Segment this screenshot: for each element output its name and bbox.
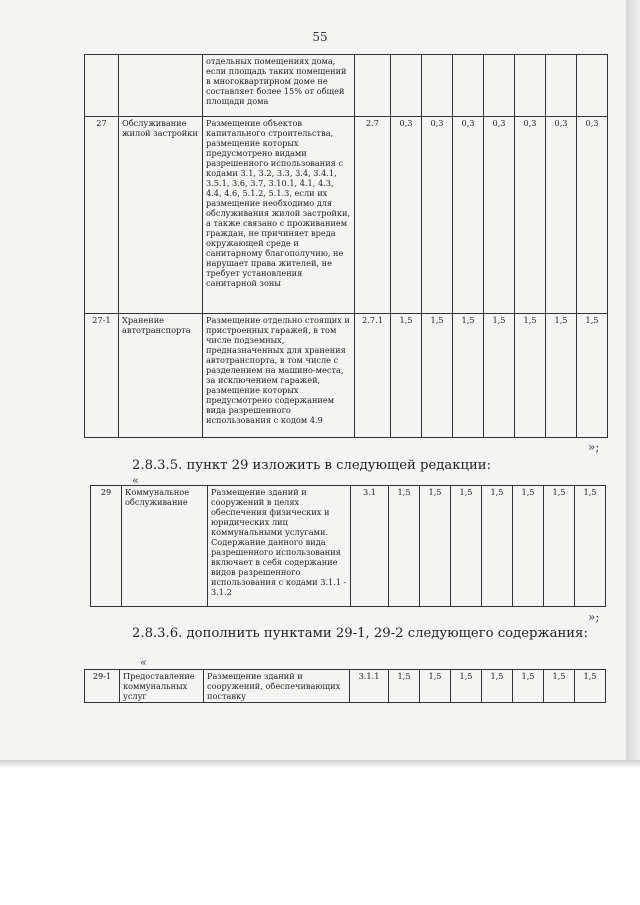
zoning-table-part-2 bbox=[90, 485, 606, 607]
zone-value: 1,5 bbox=[451, 670, 482, 703]
table-row bbox=[85, 670, 606, 703]
zone-value: 0,3 bbox=[453, 117, 484, 314]
zone-value: 1,5 bbox=[484, 314, 515, 438]
zone-value: 1,5 bbox=[451, 486, 482, 607]
zone-value bbox=[453, 55, 484, 117]
page-number: 55 bbox=[312, 30, 328, 44]
table-row bbox=[85, 117, 608, 314]
use-type-code: 2.7.1 bbox=[355, 314, 391, 438]
table-row bbox=[85, 55, 608, 117]
opening-quote: « bbox=[132, 474, 139, 487]
zone-value: 0,3 bbox=[577, 117, 608, 314]
zone-value: 1,5 bbox=[453, 314, 484, 438]
zone-value: 0,3 bbox=[422, 117, 453, 314]
use-type-name: Коммунальное обслуживание bbox=[122, 486, 208, 607]
section-heading: 2.8.3.5. пункт 29 изложить в следующей редакции: bbox=[132, 458, 492, 473]
closing-quote: »; bbox=[588, 610, 600, 624]
zone-value: 1,5 bbox=[389, 486, 420, 607]
table-row bbox=[85, 314, 608, 438]
section-heading: 2.8.3.6. дополнить пунктами 29-1, 29-2 следующего содержания: bbox=[132, 626, 588, 641]
zone-value: 1,5 bbox=[515, 314, 546, 438]
zone-value: 0,3 bbox=[391, 117, 422, 314]
zone-value: 1,5 bbox=[577, 314, 608, 438]
use-type-name: Обслуживание жилой застройки bbox=[119, 117, 203, 314]
zone-value: 1,5 bbox=[482, 670, 513, 703]
use-type-description: Размещение зданий и сооружений, обеспечивающих поставку bbox=[204, 670, 350, 703]
zone-value: 1,5 bbox=[513, 670, 544, 703]
zone-value: 0,3 bbox=[515, 117, 546, 314]
zone-value: 1,5 bbox=[422, 314, 453, 438]
use-type-name: Предоставление коммунальных услуг bbox=[120, 670, 204, 703]
use-type-name: Хранение автотранспорта bbox=[119, 314, 203, 438]
zone-value: 0,3 bbox=[484, 117, 515, 314]
zone-value: 1,5 bbox=[546, 314, 577, 438]
zone-value: 1,5 bbox=[420, 670, 451, 703]
use-type-name bbox=[119, 55, 203, 117]
use-type-code: 3.1 bbox=[351, 486, 389, 607]
zone-value: 1,5 bbox=[575, 670, 606, 703]
zoning-table-part-3 bbox=[84, 669, 606, 703]
zone-value bbox=[391, 55, 422, 117]
row-number: 29 bbox=[91, 486, 122, 607]
zoning-table-part-1 bbox=[84, 54, 608, 438]
zone-value bbox=[546, 55, 577, 117]
zone-value: 1,5 bbox=[482, 486, 513, 607]
page-bottom-edge bbox=[0, 760, 640, 768]
zone-value: 0,3 bbox=[546, 117, 577, 314]
row-number: 29-1 bbox=[85, 670, 120, 703]
use-type-code: 3.1.1 bbox=[350, 670, 389, 703]
row-number bbox=[85, 55, 119, 117]
use-type-description: Размещение объектов капитального строительства, размещение которых предусмотрено видами разрешенного использования с кодами 3.1, 3.2, 3.3, 3.4, 3.4.1, 3.5.1, 3.6, 3.7, 3.10.1, 4.1, 4.3, 4.4, 4.6, 5.1.2, 5.1.3, если их размещение необходимо для обслуживания жилой застройки, а также связано с проживанием граждан, не причиняет вреда окружающей среде и санитарному благополучию, не нарушает права жителей, не требует установления санитарной зоны bbox=[203, 117, 355, 314]
use-type-description: Размещение отдельно стоящих и пристроенных гаражей, в том числе подземных, предназначенных для хранения автотранспорта, в том числе с разделением на машино-места, за исключением гаражей, размещение которых предусмотрено содержанием вида разрешенного использования с кодом 4.9 bbox=[203, 314, 355, 438]
row-number: 27 bbox=[85, 117, 119, 314]
closing-quote: »; bbox=[588, 440, 600, 454]
zone-value: 1,5 bbox=[391, 314, 422, 438]
use-type-code bbox=[355, 55, 391, 117]
zone-value bbox=[515, 55, 546, 117]
zone-value bbox=[577, 55, 608, 117]
zone-value: 1,5 bbox=[575, 486, 606, 607]
table-row bbox=[91, 486, 606, 607]
zone-value: 1,5 bbox=[544, 670, 575, 703]
row-number: 27-1 bbox=[85, 314, 119, 438]
use-type-description: Размещение зданий и сооружений в целях обеспечения физических и юридических лиц коммунальными услугами. Содержание данного вида разрешенного использования включает в себя содержание видов разрешенного использования с кодами 3.1.1 - 3.1.2 bbox=[208, 486, 351, 607]
zone-value bbox=[484, 55, 515, 117]
zone-value: 1,5 bbox=[389, 670, 420, 703]
use-type-code: 2.7 bbox=[355, 117, 391, 314]
opening-quote: « bbox=[140, 656, 147, 669]
zone-value: 1,5 bbox=[544, 486, 575, 607]
zone-value: 1,5 bbox=[420, 486, 451, 607]
page-edge-shadow bbox=[626, 0, 640, 766]
zone-value bbox=[422, 55, 453, 117]
zone-value: 1,5 bbox=[513, 486, 544, 607]
use-type-description: отдельных помещениях дома, если площадь таких помещений в многоквартирном доме не составляет более 15% от общей площади дома bbox=[203, 55, 355, 117]
